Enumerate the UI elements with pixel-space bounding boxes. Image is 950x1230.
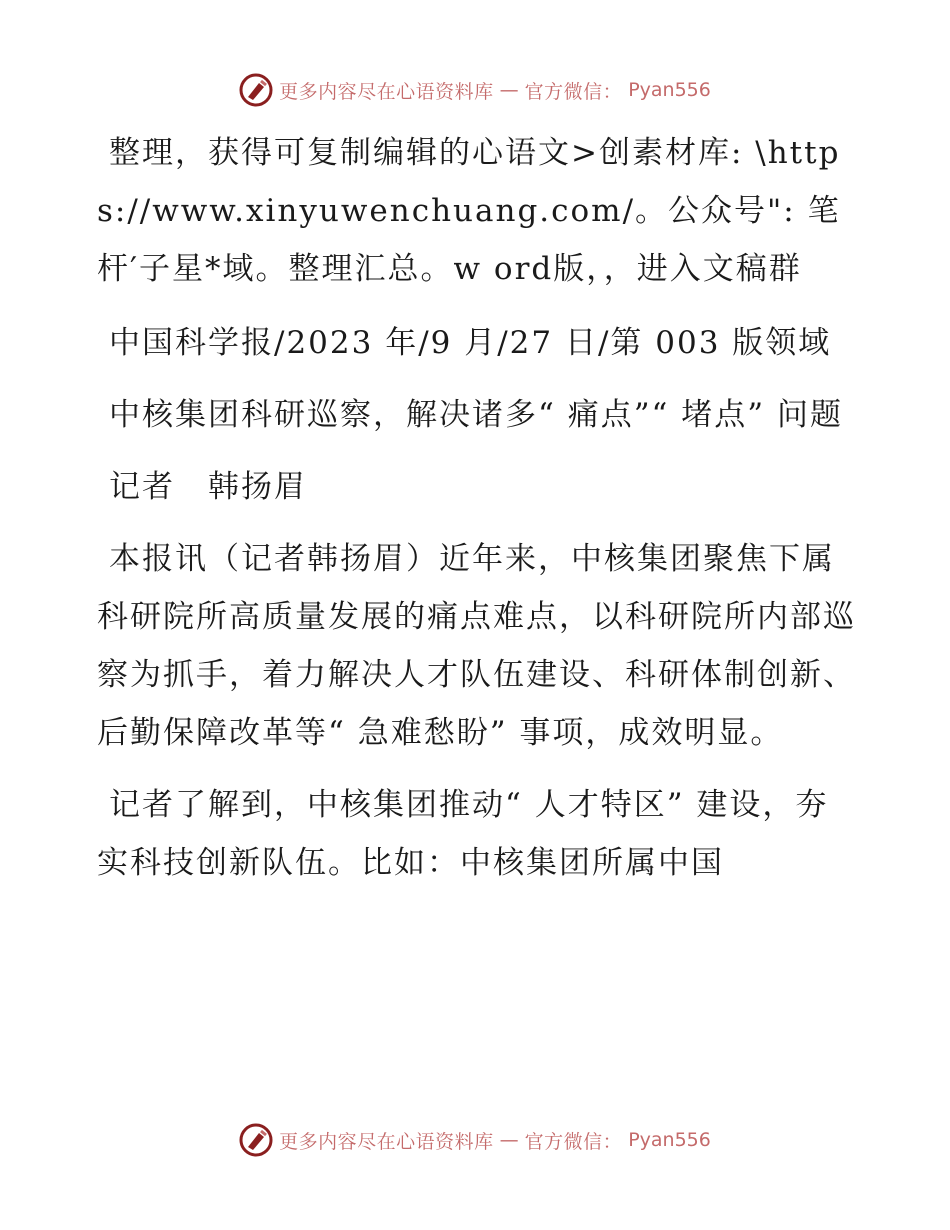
byline: 记者 韩扬眉: [109, 469, 307, 505]
banner-wechat-id: Pyan556: [628, 1129, 711, 1151]
banner-wechat-label: 官方微信：: [524, 80, 623, 103]
banner-separator: —: [499, 79, 519, 101]
banner-wechat-id: Pyan556: [628, 79, 711, 101]
banner-wechat-label: 官方微信：: [524, 1130, 623, 1153]
body-paragraph: 记者了解到，中核集团推动“ 人才特区” 建设，夯实科技创新队伍。比如：中核集团所属中国: [97, 787, 829, 881]
source-line: 中国科学报/2023 年/9 月/27 日/第 003 版领域: [109, 325, 832, 361]
footer-banner: [0, 1120, 950, 1160]
body-paragraph: 本报讯（记者韩扬眉）近年来，中核集团聚焦下属科研院所高质量发展的痛点难点，以科研院所内部巡察为抓手，着力解决人才队伍建设、科研体制创新、后勤保障改革等“ 急难愁盼” 事项，成效明显。: [97, 541, 856, 751]
header-banner: [0, 70, 950, 110]
article-title: 中核集团科研巡察，解决诸多“ 痛点”“ 堵点” 问题: [109, 397, 843, 433]
brand-logo-icon: [239, 73, 273, 107]
brand-logo-icon: [239, 1123, 273, 1157]
intro-paragraph: 整理，获得可复制编辑的心语文>创素材库: \https://www.xinyuwenchuang.com/。公众号": 笔杆′子星*域。整理汇总。w ord版，，进入文稿群: [97, 135, 841, 287]
banner-slogan: 更多内容尽在心语资料库: [279, 1130, 494, 1153]
banner-slogan: 更多内容尽在心语资料库: [279, 80, 494, 103]
banner-separator: —: [499, 1129, 519, 1151]
document-body: [97, 124, 857, 906]
